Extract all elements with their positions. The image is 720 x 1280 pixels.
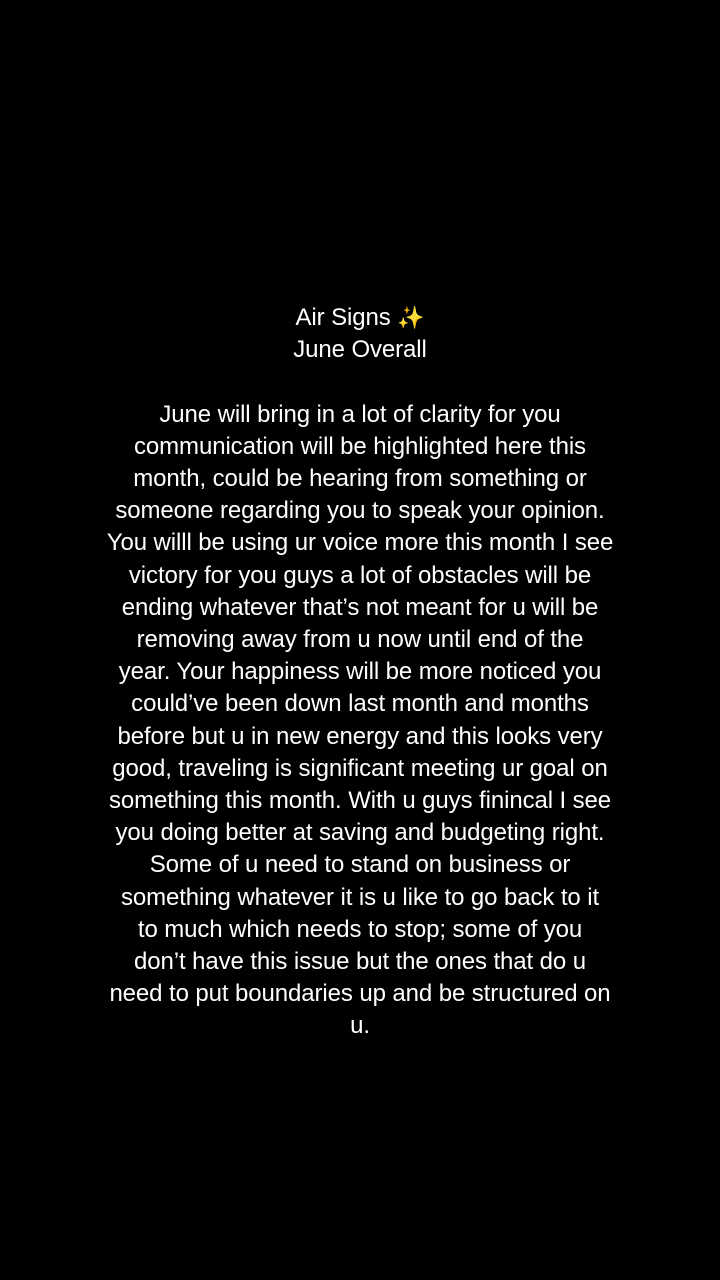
body-line: something whatever it is u like to go back to it — [120, 883, 600, 911]
body-line: June will bring in a lot of clarity for you — [159, 400, 561, 428]
story-title: Air Signs — [295, 304, 391, 331]
body-line: before but u in new energy and this looks very — [117, 722, 603, 750]
body-line: Some of u need to stand on business or — [149, 851, 571, 879]
paragraph-spacer — [20, 366, 700, 398]
body-line: communication will be highlighted here this — [134, 432, 586, 460]
title-line — [20, 302, 700, 334]
body-line: someone regarding you to speak your opinion. — [115, 497, 605, 525]
body-line: month, could be hearing from something or — [133, 465, 587, 492]
body-line: u. — [350, 1012, 370, 1040]
body-line: something this month. With u guys finincal I see — [108, 787, 612, 815]
body-line: need to put boundaries up and be structured on — [109, 980, 611, 1008]
body-line: you doing better at saving and budgeting right. — [115, 819, 605, 847]
body-line: removing away from u now until end of the — [136, 626, 584, 654]
body-line: ending whatever that’s not meant for u will be — [121, 593, 599, 621]
body-line: You willl be using ur voice more this month I see — [106, 529, 614, 557]
body-line: don’t have this issue but the ones that do u — [134, 948, 586, 976]
body-line: good, traveling is significant meeting ur goal on — [112, 754, 608, 782]
body-line: victory for you guys a lot of obstacles will be — [128, 561, 592, 589]
body-line: year. Your happiness will be more noticed you — [118, 658, 602, 686]
story-text-block — [20, 302, 700, 1043]
body-line: to much which needs to stop; some of you — [137, 915, 583, 943]
story-subtitle: June Overall — [293, 336, 427, 364]
sparkles-icon: ✨ — [397, 305, 425, 330]
body-line: could’ve been down last month and months — [131, 690, 589, 718]
